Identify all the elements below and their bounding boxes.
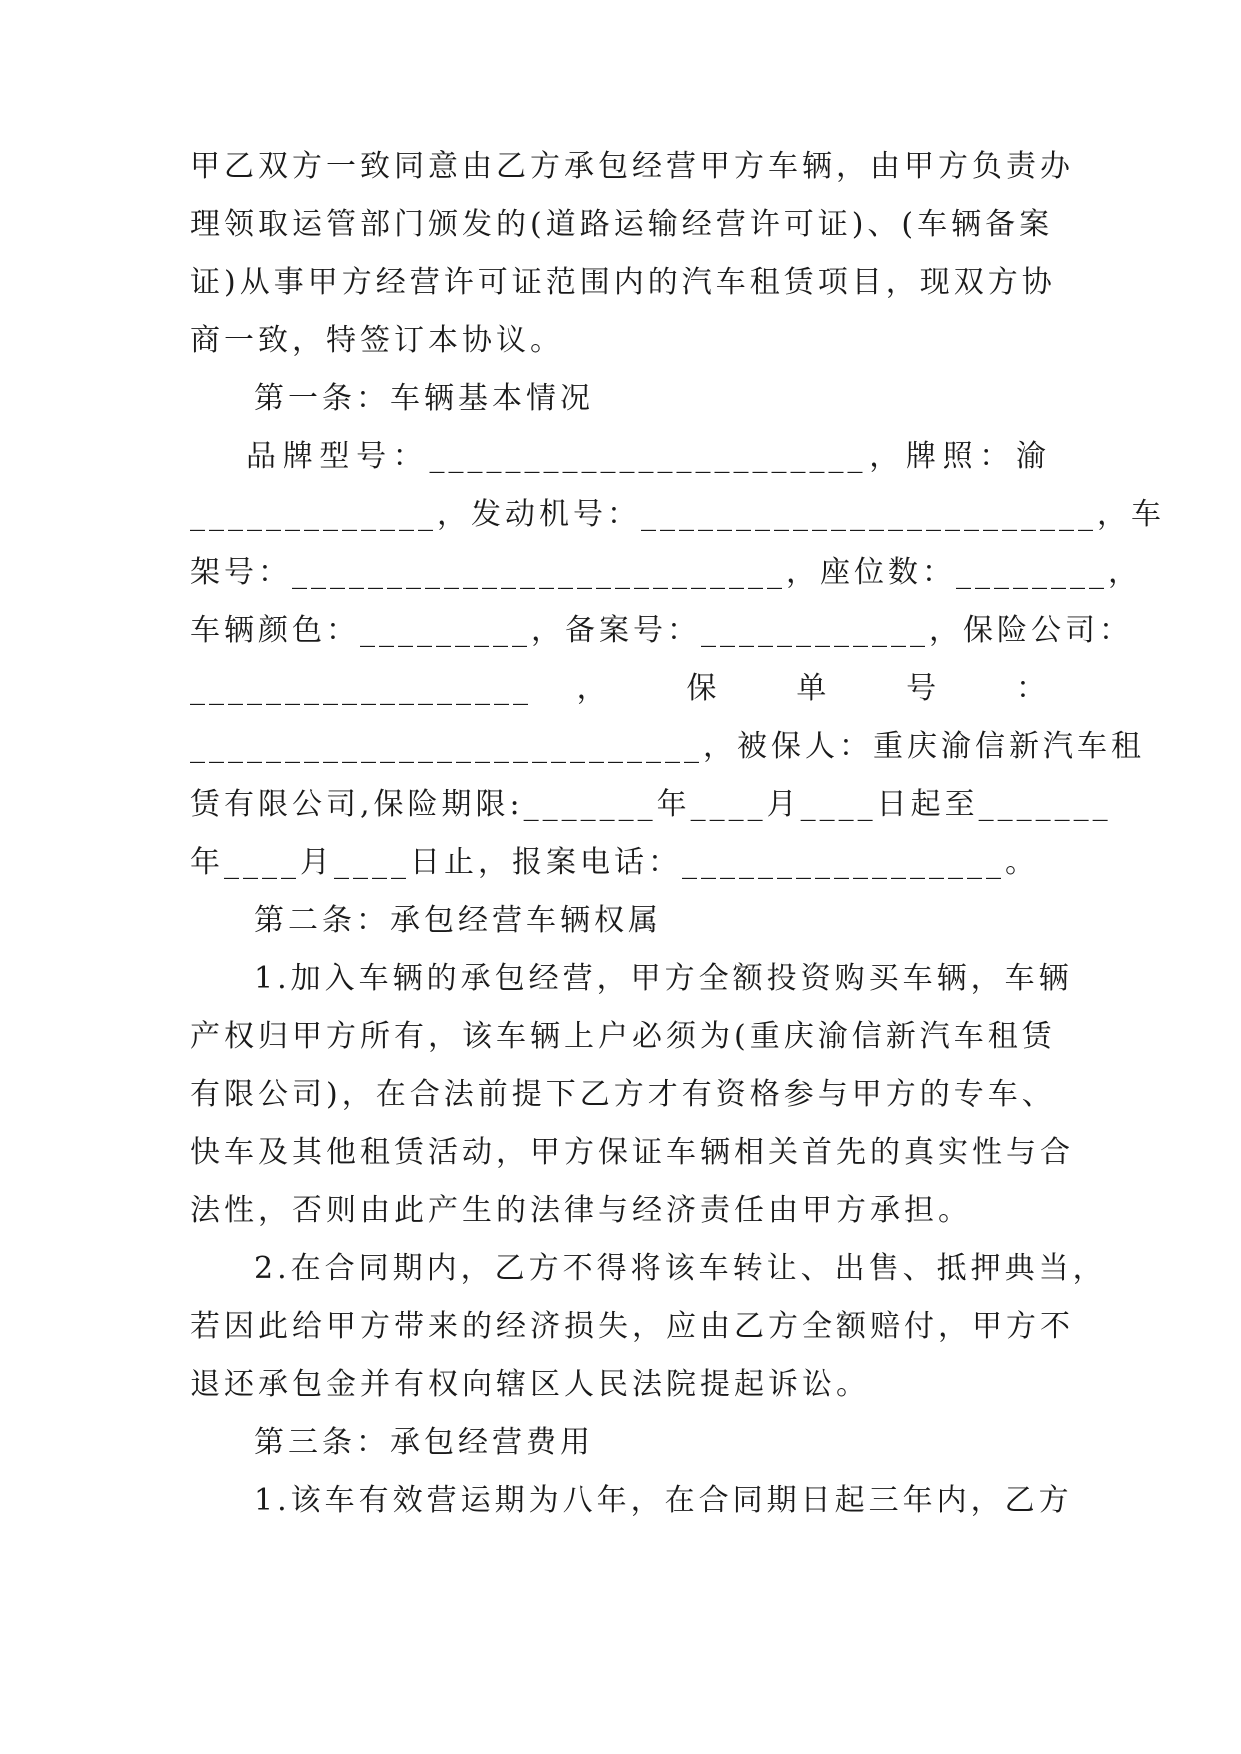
section-heading: 第一条：车辆基本情况 [254,381,594,416]
form-field-line: 品牌型号：_______________________，牌照：渝 [246,439,1050,474]
form-field-line: 年____月____日止，报案电话：_________________。 [190,845,1039,880]
paragraph-line: 甲乙双方一致同意由乙方承包经营甲方车辆，由甲方负责办 [190,149,1074,184]
paragraph-line: 1.加入车辆的承包经营，甲方全额投资购买车辆，车辆 [254,961,1073,996]
section-heading: 第二条：承包经营车辆权属 [254,903,662,938]
form-field-line: 车辆颜色：_________，备案号：____________，保险公司： [190,613,1133,648]
form-field-line: 架号：__________________________，座位数：________， [190,555,1142,590]
section-heading: 第三条：承包经营费用 [254,1425,594,1460]
paragraph-line: 证)从事甲方经营许可证范围内的汽车租赁项目，现双方协 [190,265,1056,300]
paragraph-line: 2.在合同期内，乙方不得将该车转让、出售、抵押典当， [254,1251,1107,1286]
form-field-line: 赁有限公司,保险期限:_______年____月____日起至_______ [190,787,1112,822]
paragraph-line: 商一致，特签订本协议。 [190,323,564,358]
paragraph-line: 产权归甲方所有，该车辆上户必须为(重庆渝信新汽车租赁 [190,1019,1056,1054]
form-field-line: ___________________________，被保人：重庆渝信新汽车租 [190,729,1145,764]
form-field-line: __________________ ， 保 单 号 ： [190,671,1050,706]
form-field-line: _____________，发动机号：________________________，车 [190,497,1165,532]
paragraph-line: 有限公司)，在合法前提下乙方才有资格参与甲方的专车、 [190,1077,1056,1112]
paragraph-line: 快车及其他租赁活动，甲方保证车辆相关首先的真实性与合 [190,1135,1074,1170]
paragraph-line: 理领取运管部门颁发的(道路运输经营许可证)、(车辆备案 [190,207,1054,242]
paragraph-line: 法性，否则由此产生的法律与经济责任由甲方承担。 [190,1193,972,1228]
paragraph-line: 退还承包金并有权向辖区人民法院提起诉讼。 [190,1367,870,1402]
paragraph-line: 若因此给甲方带来的经济损失，应由乙方全额赔付，甲方不 [190,1309,1074,1344]
paragraph-line: 1.该车有效营运期为八年，在合同期日起三年内，乙方 [254,1483,1073,1518]
